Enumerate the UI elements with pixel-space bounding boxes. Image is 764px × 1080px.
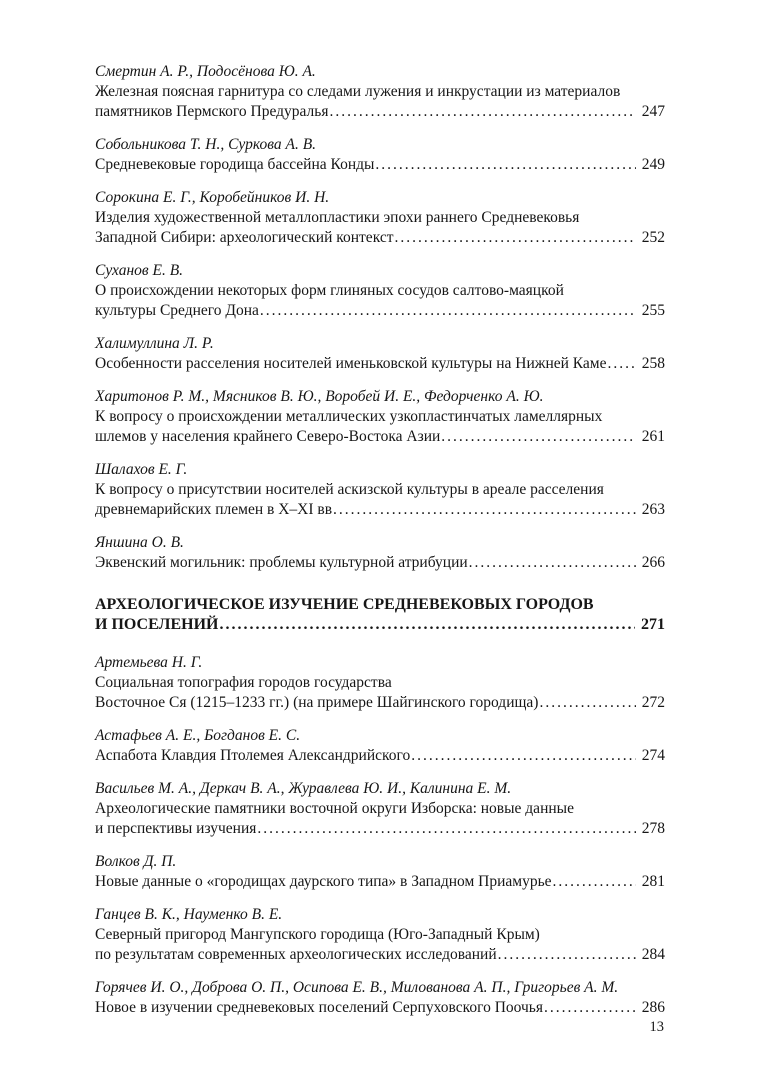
entry-tail-line xyxy=(95,693,665,713)
entry-body-lines xyxy=(95,673,665,693)
dot-leader xyxy=(395,228,636,248)
entry-tail-line xyxy=(95,500,665,520)
entry-tail-line xyxy=(95,872,665,892)
entry-authors: Артемьева Н. Г. xyxy=(95,654,203,671)
entry-tail-line xyxy=(95,102,665,122)
toc-entry xyxy=(95,460,665,520)
toc-entry xyxy=(95,188,665,248)
dot-leader xyxy=(469,553,636,573)
entry-authors: Харитонов Р. М., Мясников В. Ю., Воробей И. Е., Федорченко А. Ю. xyxy=(95,388,544,405)
entry-tail-line xyxy=(95,427,665,447)
entry-title-tail: древнемарийских племен в X–XI вв xyxy=(95,501,333,518)
toc-entry xyxy=(95,533,665,573)
entry-page-number: 258 xyxy=(641,355,665,372)
entry-page-number: 249 xyxy=(641,156,665,173)
entry-body-lines xyxy=(95,407,665,427)
entry-tail-line xyxy=(95,945,665,965)
entry-authors: Васильев М. А., Деркач В. А., Журавлева Ю. И., Калинина Е. М. xyxy=(95,780,512,797)
toc-entry xyxy=(95,726,665,766)
entry-title-tail: культуры Среднего Дона xyxy=(95,302,259,319)
toc-entry xyxy=(95,595,665,635)
entry-tail-line xyxy=(95,354,665,374)
dot-leader xyxy=(411,746,636,766)
entry-authors: Собольникова Т. Н., Суркова А. В. xyxy=(95,136,317,153)
toc-entry xyxy=(95,387,665,447)
toc-entry xyxy=(95,334,665,374)
entry-tail-line xyxy=(95,615,665,635)
entry-title-tail: Эквенский могильник: проблемы культурной атрибуции xyxy=(95,554,468,571)
toc-entry xyxy=(95,905,665,965)
dot-leader xyxy=(553,872,636,892)
entry-authors: Шалахов Е. Г. xyxy=(95,461,188,478)
entry-tail-line xyxy=(95,819,665,839)
entry-page-number: 261 xyxy=(641,428,665,445)
entry-authors: Халимуллина Л. Р. xyxy=(95,335,214,352)
entry-authors: Яншина О. В. xyxy=(95,534,184,551)
entry-body-lines xyxy=(95,595,665,615)
entry-line: О происхождении некоторых форм глиняных сосудов салтово-маяцкой xyxy=(95,282,564,299)
entry-page-number: 286 xyxy=(641,999,665,1016)
dot-leader xyxy=(441,427,635,447)
dot-leader xyxy=(260,301,636,321)
entry-page-number: 284 xyxy=(641,946,665,963)
entry-page-number: 255 xyxy=(641,302,665,319)
dot-leader xyxy=(608,354,636,374)
entry-title-tail: Средневековые городища бассейна Конды xyxy=(95,156,375,173)
toc-entry xyxy=(95,62,665,122)
entry-title-tail: памятников Пермского Предуралья xyxy=(95,103,329,120)
entry-line: Изделия художественной металлопластики эпохи раннего Средневековья xyxy=(95,209,580,226)
entry-line: АРХЕОЛОГИЧЕСКОЕ ИЗУЧЕНИЕ СРЕДНЕВЕКОВЫХ ГОРОДОВ xyxy=(95,596,594,613)
entry-body-lines xyxy=(95,799,665,819)
entry-page-number: 247 xyxy=(641,103,665,120)
entry-title-tail: и перспективы изучения xyxy=(95,820,257,837)
dot-leader xyxy=(219,615,635,635)
toc-entry xyxy=(95,261,665,321)
entry-tail-line xyxy=(95,155,665,175)
entry-body-lines xyxy=(95,208,665,228)
entry-line: Археологические памятники восточной округи Изборска: новые данные xyxy=(95,800,574,817)
entry-title-tail: Новые данные о «городищах даурского типа» в Западном Приамурье xyxy=(95,873,552,890)
toc-entry xyxy=(95,852,665,892)
entry-tail-line xyxy=(95,228,665,248)
entry-authors: Волков Д. П. xyxy=(95,853,177,870)
entry-body-lines xyxy=(95,281,665,301)
entry-tail-line xyxy=(95,553,665,573)
dot-leader xyxy=(257,819,635,839)
dot-leader xyxy=(329,102,635,122)
entry-tail-line xyxy=(95,746,665,766)
toc-entry xyxy=(95,779,665,839)
entry-title-tail: Западной Сибири: археологический контекст xyxy=(95,229,394,246)
entry-line: Северный пригород Мангупского городища (Юго-Западный Крым) xyxy=(95,926,540,943)
entry-page-number: 274 xyxy=(641,747,665,764)
entry-page-number: 272 xyxy=(641,694,665,711)
entry-line: К вопросу о происхождении металлических узкопластинчатых ламеллярных xyxy=(95,408,603,425)
entry-authors: Ганцев В. К., Науменко В. Е. xyxy=(95,906,283,923)
toc-entry xyxy=(95,135,665,175)
entry-page-number: 281 xyxy=(641,873,665,890)
entry-tail-line xyxy=(95,998,665,1018)
entry-title-tail: Аспабота Клавдия Птолемея Александрийского xyxy=(95,747,411,764)
entry-authors: Суханов Е. В. xyxy=(95,262,184,279)
dot-leader xyxy=(375,155,635,175)
page-number: 13 xyxy=(649,1018,664,1035)
entry-title-tail: шлемов у населения крайнего Северо-Востока Азии xyxy=(95,428,441,445)
entry-page-number: 271 xyxy=(641,616,665,633)
dot-leader xyxy=(498,945,636,965)
toc-entry xyxy=(95,978,665,1018)
entry-line: Социальная топография городов государства xyxy=(95,674,392,691)
entry-body-lines xyxy=(95,925,665,945)
entry-page-number: 278 xyxy=(641,820,665,837)
entry-body-lines xyxy=(95,82,665,102)
entry-title-tail: Особенности расселения носителей именьковской культуры на Нижней Каме xyxy=(95,355,607,372)
entry-title-tail: по результатам современных археологических исследований xyxy=(95,946,497,963)
toc-list xyxy=(95,62,665,1031)
entry-tail-line xyxy=(95,301,665,321)
entry-page-number: 263 xyxy=(641,501,665,518)
entry-title-tail: И ПОСЕЛЕНИЙ xyxy=(95,616,219,633)
entry-line: К вопросу о присутствии носителей аскизской культуры в ареале расселения xyxy=(95,481,604,498)
entry-authors: Смертин А. Р., Подосёнова Ю. А. xyxy=(95,63,316,80)
entry-authors: Горячев И. О., Доброва О. П., Осипова Е. В., Милованова А. П., Григорьев А. М. xyxy=(95,979,619,996)
toc-entry xyxy=(95,653,665,713)
entry-body-lines xyxy=(95,480,665,500)
entry-title-tail: Новое в изучении средневековых поселений Серпуховского Поочья xyxy=(95,999,543,1016)
dot-leader xyxy=(539,693,635,713)
entry-page-number: 266 xyxy=(641,554,665,571)
entry-page-number: 252 xyxy=(641,229,665,246)
entry-title-tail: Восточное Ся (1215–1233 гг.) (на примере Шайгинского городища) xyxy=(95,694,539,711)
dot-leader xyxy=(544,998,636,1018)
entry-authors: Астафьев А. Е., Богданов Е. С. xyxy=(95,727,301,744)
dot-leader xyxy=(333,500,636,520)
entry-authors: Сорокина Е. Г., Коробейников И. Н. xyxy=(95,189,330,206)
entry-line: Железная поясная гарнитура со следами лужения и инкрустации из материалов xyxy=(95,83,621,100)
